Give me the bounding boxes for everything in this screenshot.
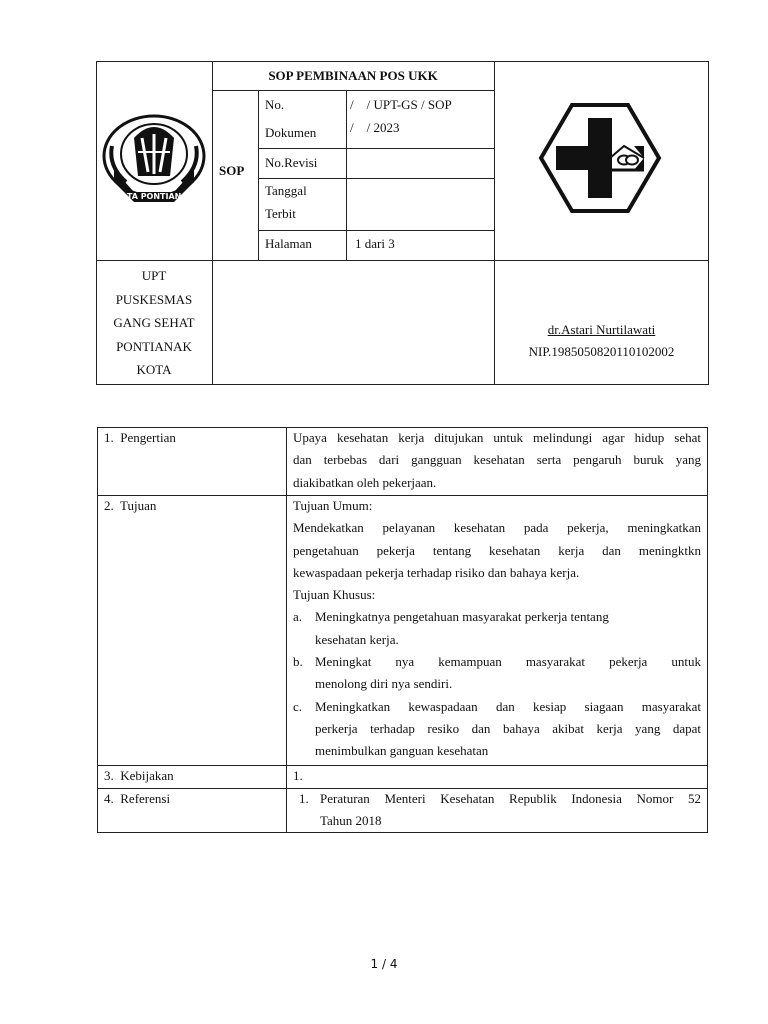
content-divider <box>286 427 287 833</box>
body-line: kewaspadaan pekerja terhadap risiko dan bahaya kerja. <box>293 564 580 580</box>
body-line: dan terbebas dari gangguan kesehatan serta pengaruh buruk yang <box>293 452 701 468</box>
header-divider <box>96 260 709 261</box>
body-line: Peraturan Menteri Kesehatan Republik Indonesia Nomor 52 <box>320 791 701 806</box>
list-item-label: 1. <box>299 791 309 806</box>
body-line: Meningkat nya kemampuan masyarakat pekerja untuk <box>315 654 701 670</box>
list-item <box>293 651 701 696</box>
body-line: Upaya kesehatan kerja ditujukan untuk melindungi agar hidup sehat <box>293 430 701 445</box>
body-line: Meningkatkan kewaspadaan dan kesiap siagaan masyarakat <box>315 698 701 714</box>
organization-line: KOTA <box>136 362 172 377</box>
date-label: Tanggal <box>265 183 307 198</box>
city-seal-text: KOTA PONTIANAK <box>114 192 194 201</box>
body-line: pengetahuan pekerja tentang kesehatan kerja dan meningktkn <box>293 542 701 558</box>
section-label-kebijakan: 3. Kebijakan <box>104 768 174 783</box>
list-item-label: a. <box>293 609 303 625</box>
header-divider <box>258 90 259 260</box>
doc-number-value: / / UPT-GS / SOP <box>350 97 452 112</box>
page-value: 1 dari 3 <box>355 236 395 251</box>
date-label: Terbit <box>265 206 296 221</box>
section-body-tujuan <box>293 495 701 763</box>
organization-line: UPT <box>141 268 167 283</box>
organization-line: PONTIANAK <box>116 338 192 354</box>
header-divider <box>212 90 494 91</box>
section-body-kebijakan: 1. <box>293 768 303 783</box>
section-body-referensi <box>299 788 701 833</box>
header-divider <box>212 61 213 385</box>
header-divider <box>346 90 347 260</box>
header-divider <box>258 148 494 149</box>
list-item-label: c. <box>293 698 303 714</box>
signer-nip: NIP.1985050820110102002 <box>528 344 675 359</box>
general-goal-title: Tujuan Umum: <box>293 498 373 513</box>
signer-name: dr.Astari Nurtilawati <box>547 322 656 337</box>
page-indicator: 1 / 4 <box>370 957 398 971</box>
list-item <box>293 606 701 651</box>
section-label-pengertian: 1. Pengertian <box>104 430 176 445</box>
body-line: Tahun 2018 <box>320 813 382 829</box>
body-line: perkerja terhadap resiko dan bahaya akibat kerja yang dapat <box>315 720 701 736</box>
body-line: kesehatan kerja. <box>315 631 399 647</box>
organization-line: GANG SEHAT <box>113 315 195 330</box>
body-line: menimbulkan ganguan kesehatan <box>315 743 489 759</box>
body-line: diakibatkan oleh pekerjaan. <box>293 474 437 490</box>
body-line: Mendekatkan pelayanan kesehatan pada pekerja, meningkatkan <box>293 520 701 536</box>
specific-goal-title: Tujuan Khusus: <box>293 587 376 603</box>
doc-number-value: / / 2023 <box>350 120 400 135</box>
page-label: Halaman <box>265 236 312 251</box>
doc-number-label: Dokumen <box>265 125 317 140</box>
health-ministry-logo <box>538 102 662 214</box>
organization-name <box>97 264 211 382</box>
organization-line: PUSKESMAS <box>115 291 193 307</box>
section-label-referensi: 4. Referensi <box>104 791 171 806</box>
section-label-tujuan: 2. Tujuan <box>104 498 157 513</box>
sop-label: SOP <box>219 163 245 178</box>
body-line: menolong diri nya sendiri. <box>315 676 453 692</box>
list-item <box>293 696 701 763</box>
list-item-label: b. <box>293 654 303 670</box>
content-divider <box>97 765 708 766</box>
body-line: Meningkatnya pengetahuan masyarakat perkerja tentang <box>315 609 609 625</box>
city-seal-logo <box>100 108 208 208</box>
revision-label: No.Revisi <box>265 155 318 170</box>
doc-number-label: No. <box>265 97 285 112</box>
document-title: SOP PEMBINAAN POS UKK <box>268 68 438 83</box>
section-body-pengertian <box>293 427 701 494</box>
